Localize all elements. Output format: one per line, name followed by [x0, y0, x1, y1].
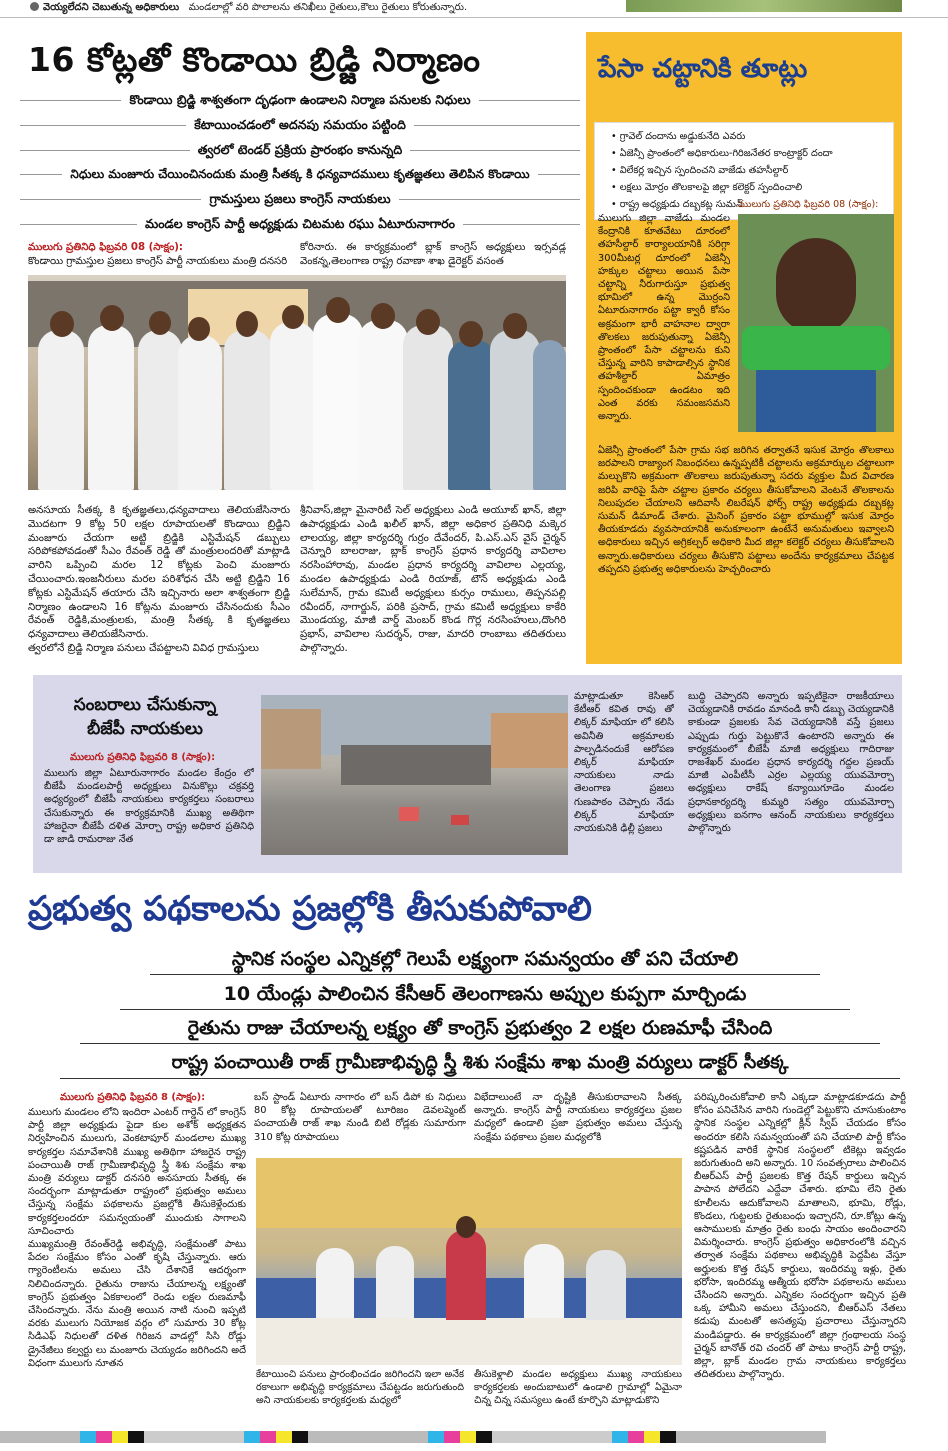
schemes-col2: బస్ స్టాండ్ ఏటూరు నాగారం లో బస్ డిపో కు నిధులు 80 కోట్ల రూపాయలతో టూరిజం డెవలప్మెంట్ పంచాయతీ రాజ్ శాఖ నుండి బిటి రోడ్లకు సుమారుగా 310 కోట్ల రూపాయలు — [254, 1092, 466, 1143]
bridge-headline: 16 కోట్లతో కొండాయి బ్రిడ్జి నిర్మాణం — [28, 40, 481, 79]
top-strip-headline: వెయ్యలేదని చెబుతున్న అధికారులు — [43, 2, 180, 13]
bridge-col1-body: అనసూయ సీతక్క కి కృతజ్ఞతలు,ధన్యవాదాలు తెలియజేసినారు మొదటగా 9 కోట్ల 50 లక్షల రూపాయలతో కొండాయి బ్రిడ్జిని మంజూరు చేయగా అట్టి బ్రిడ్జికి ఎస్టిమేషన్ డబ్బులు సరిపోకపోవడంతో సీఎం రేవంత్ రెడ్డి తో మంత్రులందరితో మాట్లాడి వారిని ఒప్పించి మరల 12 కోట్లకు పెంచి మంజూరు చేయించారు.ఇంజనీరులు మరల పరిశోధన చేసి అట్టి బ్రిడ్జిని 16 కోట్లకు ఎస్టిమేషన్ తయారు చేసి ఇచ్చినారు అలా శాశ్వతంగా బ్రిడ్జి నిర్మాణం ఉండాలని 16 కోట్లను మంజూరు చేసినందుకు సీఎం రేవంత్ రెడ్డికి,మంత్రులకు, మంత్రి సీతక్క కి కృతజ్ఞతలు ధన్యవాదాలు తెలియజేసినారు. త్వరలోనే బ్రిడ్జి నిర్మాణ పనులు చేపట్టాలని వివిధ గ్రామస్తులు — [28, 505, 290, 654]
bridge-col1-top: ములుగు ప్రతినిధి ఫిబ్రవరి 08 (సాక్షం): కొండాయి గ్రామస్తుల ప్రజలు కాంగ్రెస్ పార్టీ నాయకులు మంత్రి దనసరి — [28, 242, 288, 267]
schemes-subhead-3: రైతును రాజు చేయాలన్న లక్ష్యం తో కాంగ్రెస్ ప్రభుత్వం 2 లక్షల రుణమాఫీ చేసింది — [80, 1015, 880, 1041]
schemes-subhead-1: స్థానిక సంస్థల ఎన్నికల్లో గెలుపే లక్ష్యంగా సమన్వయం తో పని చేయాలి — [150, 946, 820, 972]
pesa-bullet: • గ్రావెల్ దందాను అడ్డుకునేది ఎవరు — [611, 128, 893, 145]
schemes-dateline: ములుగు ప్రతినిధి ఫిబ్రవరి 8 (సాక్షం): — [60, 1092, 206, 1103]
bridge-deck-5: గ్రామస్తులు ప్రజలు కాంగ్రెస్ నాయకులు — [20, 189, 580, 210]
schemes-col1: ములుగు మండలం లోని ఇందిరా ఎంటర్ గార్డెన్ లో కాంగ్రెస్ పార్టీ జిల్లా అధ్యక్షుడు పైడా కుల అశోక్ అధ్యక్షతన నిర్వహించిన ములుగు, వెంకటాపూర్ మండలాల ముఖ్య కార్యకర్తల సమావేశానికి ముఖ్య అతిథిగా హాజరైన రాష్ట్ర పంచాయితీ రాజ్ గ్రామీణాభివృద్ధి స్త్రీ శిశు సంక్షేమ శాఖ మంత్రి వర్యులు డాక్టర్ దనసరి అనసూయ సీతక్క ఈ సందర్భంగా మాట్లాడుతూ రాష్ట్రంలో ప్రభుత్వం అమలు చేస్తున్న సంక్షేమ పథకాలను ప్రజల్లోకి తీసుకెళ్లేందుకు కార్యకర్తలందరూ సమన్వయంతో ముందుకు సాగాలని సూచించారు ముఖ్యమంత్రి రేవంత్‌రెడ్డి అభివృద్ధి, సంక్షేమంతో పాటు పేదల సంక్షేమం కోసం ఎంతో కృషి చేస్తున్నారు. ఆరు గ్యారెంటీలను అమలు చేసి దేశానికే ఆదర్శంగా నిలిచిందన్నారు. రైతును రాజును చేయాలన్న లక్ష్యంతో కాంగ్రెస్ ప్రభుత్వం ఏకకాలంలో రెండు లక్షల రుణమాఫీ చేసిందన్నారు. నేను మంత్రి అయిన నాటి నుంచి ఇప్పటి వరకు ములుగు నియోజక వర్గం లో సుమారు 30 కోట్ల సిడిఎఫ్ నిధులతో దళిత గిరిజన వాడల్లో సిసి రోడ్లు డ్రైనేజీలు కల్వర్టు లు మంజూరు చెయ్యడం జరిగిందని అదే విధంగా ములుగు నూతన — [28, 1107, 246, 1369]
top-strip-text: మండలాల్లో వరి పొలాలను తనిఖీలు రైతులు,కౌలు రైతులు కోరుతున్నారు. — [188, 2, 468, 13]
bjp-headline: సంబరాలు చేసుకున్నా బీజేపీ నాయకులు — [73, 695, 217, 739]
pesa-bullet: • లక్షలు మోర్రం తొలకాలపై జిల్లా కలెక్టర్ స్పందించాలి — [611, 179, 893, 196]
schemes-headline: ప్రభుత్వ పథకాలను ప్రజల్లోకి తీసుకుపోవాలి — [28, 889, 592, 929]
bridge-dateline: ములుగు ప్రతినిధి ఫిబ్రవరి 08 (సాక్షం): — [28, 242, 183, 253]
bjp-col2: మాట్లాడుతూ కెసిఆర్ కేటీఆర్ కవిత రావు తో లిక్కర్ మాఫియా లో కలిసి అవినీతి అక్రమాలకు పాల్పడినందుకే ఆరోపణ లిక్కర్ మాఫియా నాయకులు నాడు తెలంగాణ ప్రజలు గుణపాఠం చెప్పారు నేడు లిక్కర్ మాఫియా నాయకునికి ఢిల్లీ ప్రజలు — [574, 691, 674, 835]
pesa-dateline: ములుగు ప్రతినిధి ఫిబ్రవరి 08 (సాక్షం): — [738, 199, 879, 210]
schemes-col2-bottom: కేటాయించి పనులు ప్రారంభించడం జరిగిందని ఇలా అనేక రకాలుగా అభివృద్ధి కార్యక్రమాలు చేపట్టడం జరుగుతుంది అని నాయకులకు కార్యకర్తలకు మధ్యలో — [256, 1369, 464, 1406]
pesa-title: పేసా చట్టానికి తూట్లు — [598, 54, 808, 84]
print-color-bar — [0, 1431, 948, 1443]
bridge-col2-body: శ్రీనివాస్,జిల్లా మైనారిటీ సెల్ అధ్యక్షులు ఎండి అయూబ్ ఖాన్, జిల్లా ఉపాధ్యక్షుడు ఎండి ఖలీల్ ఖాన్, జిల్లా అధికార ప్రతినిధి మక్కెర లాలయ్య, జిల్లా కార్యదర్శి గుర్రం దేవేందర్, పి.ఎస్.ఎస్ వైస్ చైర్మన్ చెన్నూరి బాలరాజు, బ్లాక్ కాంగ్రెస్ ప్రధాన కార్యదర్శి వావిలాల నరసింహారావు, మండల ప్రధాన కార్యదర్శి వావిలాల ఎల్లయ్య, మండల ఉపాధ్యక్షుడు ఎండి రియాజ్, టౌన్ అధ్యక్షుడు ఎండి సులేమాన్, గ్రామ కమిటీ అధ్యక్షులు కుర్సం రాములు, తిప్పనపల్లి రవీందర్, నాగార్జున్, పరికి ప్రసాద్, గ్రామ కమిటీ అధ్యక్షులు కాకేరి మొండయ్య, మాజీ వార్డ్ మెంబర్ కొండ గొర్ల నరసింహులు,దొంగిరి ప్రభాస్, వావిలాల సుదర్శన్, రాజు, మాదరి రాంబాబు తదితరులు పాల్గొన్నారు. — [300, 505, 566, 654]
pesa-bullet: • ఏజెన్సీ ప్రాంతంలో అధికారులు-గిరిజనేతర కాంట్రాక్టర్ దందా — [611, 145, 893, 162]
bridge-deck-2: కేటాయించడంలో అదనపు సమయం పట్టింది — [20, 115, 580, 136]
bridge-deck-1: కొండాయి బ్రిడ్జి శాశ్వతంగా దృఢంగా ఉండాలని నిర్మాణ పనులకు నిధులు — [20, 90, 580, 111]
pesa-bullet: • రాష్ట్ర అధ్యక్షుడు దబ్బకట్ల సుమన్ — [611, 196, 893, 213]
schemes-col3: విభేదాలుంటే నా దృష్టికి తీసుకురావాలని సీతక్క అన్నారు. కాంగ్రెస్ పార్టీ నాయకులు కార్యకర్తలు ప్రజల మధ్యలో ఉండాలి ప్రజా ప్రభుత్వం అమలు చేస్తున్న సంక్షేమ పథకాలు ప్రజల మధ్యలోకి — [474, 1092, 682, 1143]
schemes-col4: పరిష్కరించుకోవాలి కానీ ఎక్కడా మాట్లాడకూడదు పార్టీ కోసం పనిచేసిన వారిని గుండెల్లో పెట్టుకొని చూసుకుంటాం స్థానిక సంస్థల ఎన్నికల్లో క్లీన్ స్వీప్ చేయడం కోసం అందరూ కలిసి సమన్వయంతో పని చేయాలి పార్టీ కోసం కష్టపడిన వారికే స్థానిక సంస్థలలో టికెట్లు ఇవ్వడం జరుగుతుంది అని అన్నారు. 10 సంవత్సరాలు పాలించిన బీఆర్ఎస్ పార్టీ ప్రజలకు కొత్త రేషన్ కార్డులు ఇచ్చిన పాపాన పోలేదని ఎద్దేవా చేశారు. భూమి లేని రైతు కూలీలను ఆదుకోవాలని మాతాలని, భూమి, రోడ్లు, కొండలు, గుట్టలకు రైతుబంధు ఇచ్చారని, రూ.కోట్లు ఉన్న ఆసాములకు మాత్రం రైతు బంధు సాయం అందించారని విమర్శించారు. కాంగ్రెస్ ప్రభుత్వం అధికారంలోకి వచ్చిన తర్వాత సంక్షేమ పథకాలు అభివృద్ధికి పెద్దపీట వేస్తూ అర్హులకు కొత్త రేషన్ కార్డులు, ఇందిరమ్మ ఇళ్లు, రైతు భరోసా, ఇందిరమ్మ ఆత్మీయ భరోసా పథకాలను అమలు చేసిందని అన్నారు. ఎన్నికల సందర్భంగా ఇచ్చిన ప్రతి ఒక్క హామీని అమలు చేస్తుందని, బీఆర్ఎస్ నేతలు కడుపు మంటతో అసత్యపు ప్రచారాలు చేస్తున్నారని మండిపడ్డారు. ఈ కార్యక్రమంలో జిల్లా గ్రంథాలయ సంస్థ చైర్మన్ బానోత్ రవి చందర్ తో పాటు కాంగ్రెస్ పార్టీ రాష్ట్ర, జిల్లా, బ్లాక్ మండల గ్రామ నాయకులు కార్యకర్తలు తదితరులు పాల్గొన్నారు. — [694, 1092, 906, 1381]
bridge-deck-6: మండల కాంగ్రెస్ పార్టీ అధ్యక్షుడు చిటమట రఘు ఏటూరునాగారం — [20, 214, 580, 235]
bridge-deck-4: నిధులు మంజూరు చేయించినందుకు మంత్రి సీతక్క కి ధన్యవాదములు కృతజ్ఞతలు తెలిపిన కొండాయి — [20, 164, 580, 185]
schemes-subhead-2: 10 యేండ్లు పాలించిన కేసీఆర్ తెలంగాణను అప్పుల కుప్పగా మార్చిండు — [120, 981, 850, 1007]
schemes-col3-bottom: తీసుకెళ్లాలి మండల అధ్యక్షులు ముఖ్య నాయకులు కార్యకర్తలకు అందుబాటులో ఉండాలి గ్రామాల్లో ఏమైనా చిన్న చిన్న సమస్యలు ఉంటే కూర్చొని మాట్లాడుకొని — [474, 1369, 682, 1406]
bridge-photo — [28, 275, 566, 490]
meeting-photo — [256, 1158, 682, 1365]
bridge-deck-3: త్వరలో టెండర్ ప్రక్రియ ప్రారంభం కానున్నది — [20, 140, 580, 161]
top-photo-strip — [626, 0, 902, 12]
bridge-col2-top: కోరినారు. ఈ కార్యక్రమంలో బ్లాక్ కాంగ్రెస్ అధ్యక్షులు ఇర్సవడ్ల వెంకన్న,తెలంగాణ రాష్ట్ర రవాణా శాఖ డైరెక్టర్ వసంత — [300, 242, 566, 267]
pesa-col-text: ములుగు జిల్లా వాజేడు మండల కేంద్రానికి కూతవేటు దూరంలో తహసీల్దార్ కార్యాలయానికి సరిగ్గా 300మీటర్ల దూరంలో ఏజెన్సీ హక్కుల చట్టాలు అయిన పేసా చట్టాన్ని నీరుగారుస్తూ ప్రభుత్వ భూమిలో ఉన్న మొర్రంని ఏటూరునాగారం పట్టా క్వారీ కోసం అక్రమంగా భారీ వాహనాల ద్వారా తొలకలు జరుపుతున్నా ఏజెన్సీ ప్రాంతంలో పేసా చట్టాలను కుని చేస్తున్న వారిని కాపాడాల్సిన స్థానిక తహశీల్దార్ ఏమాత్రం స్పందించకుండా ఉండటం ఇది ఎంత వరకు సమంజసమని అన్నారు. — [598, 213, 730, 423]
pesa-full-text: ఏజెన్సీ ప్రాంతంలో పేసా గ్రామ సభ జరిగిన తర్వాతనే ఇసుక మోర్రం తొలకాలు జరపాలని రాజ్యాంగ నిబంధనలు ఉన్నప్పటికీ చట్టాలను అక్రమార్కుల చట్టాలుగా మల్చుకొని అక్రమంగా తొలకాలు జరుపుతున్నా సదరు వ్యక్తుల మీద విచారణ జరిపి వారిపై పేసా చట్టాల ప్రకారం చర్యలు తీసుకోవాలని వెంటనే తొలకాలను నిలుపుదల చేయాలని ఆదివాసీ లిబరేషన్ ఫోర్స్ రాష్ట్ర అధ్యక్షుడు దబ్బకట్ల సుమన్ డిమాండ్ చేశారు. మైనింగ్ ప్రకారం పట్టా భూముల్లో ఇసుక మోర్రం తీయకూడదు వ్యవసాయానికి అనుకూలంగా ఉంటేనే అనుమతులు ఇవ్వాలని అధికారులు ఇచ్చిన అగ్రికల్చర్ అధికారి మీద జిల్లా కలెక్టర్ చర్యలు తీసుకోవాలని అన్నారు.అధికారులు చర్యలు తీసుకొని పట్టాలు అందేను కార్యక్రమాలు చేపట్టక తప్పదని ప్రభుత్వ అధికారులను హెచ్చరించారు — [598, 445, 894, 575]
schemes-subhead-4: రాష్ట్ర పంచాయితీ రాజ్ గ్రామీణాభివృద్ధి స్త్రీ శిశు సంక్షేమ శాఖ మంత్రి వర్యులు డాక్టర్ సీతక్క — [60, 1050, 900, 1076]
pesa-sidebar — [586, 32, 902, 664]
bjp-dateline: ములుగు ప్రతినిధి ఫిబ్రవరి 8 (సాక్షం): — [70, 752, 216, 763]
bjp-col1: ములుగు జిల్లా ఏటూరునాగారం మండల కేంద్రం లో బీజేపీ మండలపార్టీ అధ్యక్షులు వినుకొల్లు చక్రవర్తి అధ్యర్యంలో బీజేపీ నాయకులు కార్యకర్తలు సంబరాలు చేసుకున్నారు ఈ కార్యక్రమానికి ముఖ్య అతిథిగా హాజరైనా బీజేపీ దళిత మోర్చా రాష్ట్ర అధికార ప్రతినిధి డా జాడి రామరాజు నేత — [44, 768, 254, 846]
pesa-bullet: • విలేకర్ల ఇచ్చిన స్పందించని వాజేడు తహసీల్దార్ — [611, 162, 893, 179]
bullet-icon — [30, 2, 39, 11]
bjp-celebration-photo — [261, 695, 568, 855]
portrait-photo — [738, 214, 894, 432]
bjp-col3: బుద్ధి చెప్పారని అన్నారు ఇప్పటికైనా రాజకీయాలు చెయ్యడానికి రావడం మానండి కానీ డబ్బు చెయ్యడానికి కాకుండా ప్రజలకు సేవ చెయ్యడానికి వస్తే ప్రజలు ఎప్పుడు గుర్తు పెట్టుకొనే ఉంటారని అన్నారు ఈ కార్యక్రమంలో బీజేపీ మాజీ అధ్యక్షులు గాదిరాజు రాజశేఖర్ మండల ప్రధాన కార్యదర్శి గద్దల ప్రణయ్ మాజీ ఎంపీటీసీ ఎర్రల ఎల్లయ్య యువమోర్చా అధ్యక్షులు రాకేష్ కన్యాయిగూడెం మండల ప్రధానకార్యదర్శి కుమ్మరి సత్యం యువమోర్చా అధ్యక్షులు ఐనగాం ఆనంద్ నాయకులు కార్యకర్తలు పాల్గొన్నారు — [688, 691, 894, 835]
